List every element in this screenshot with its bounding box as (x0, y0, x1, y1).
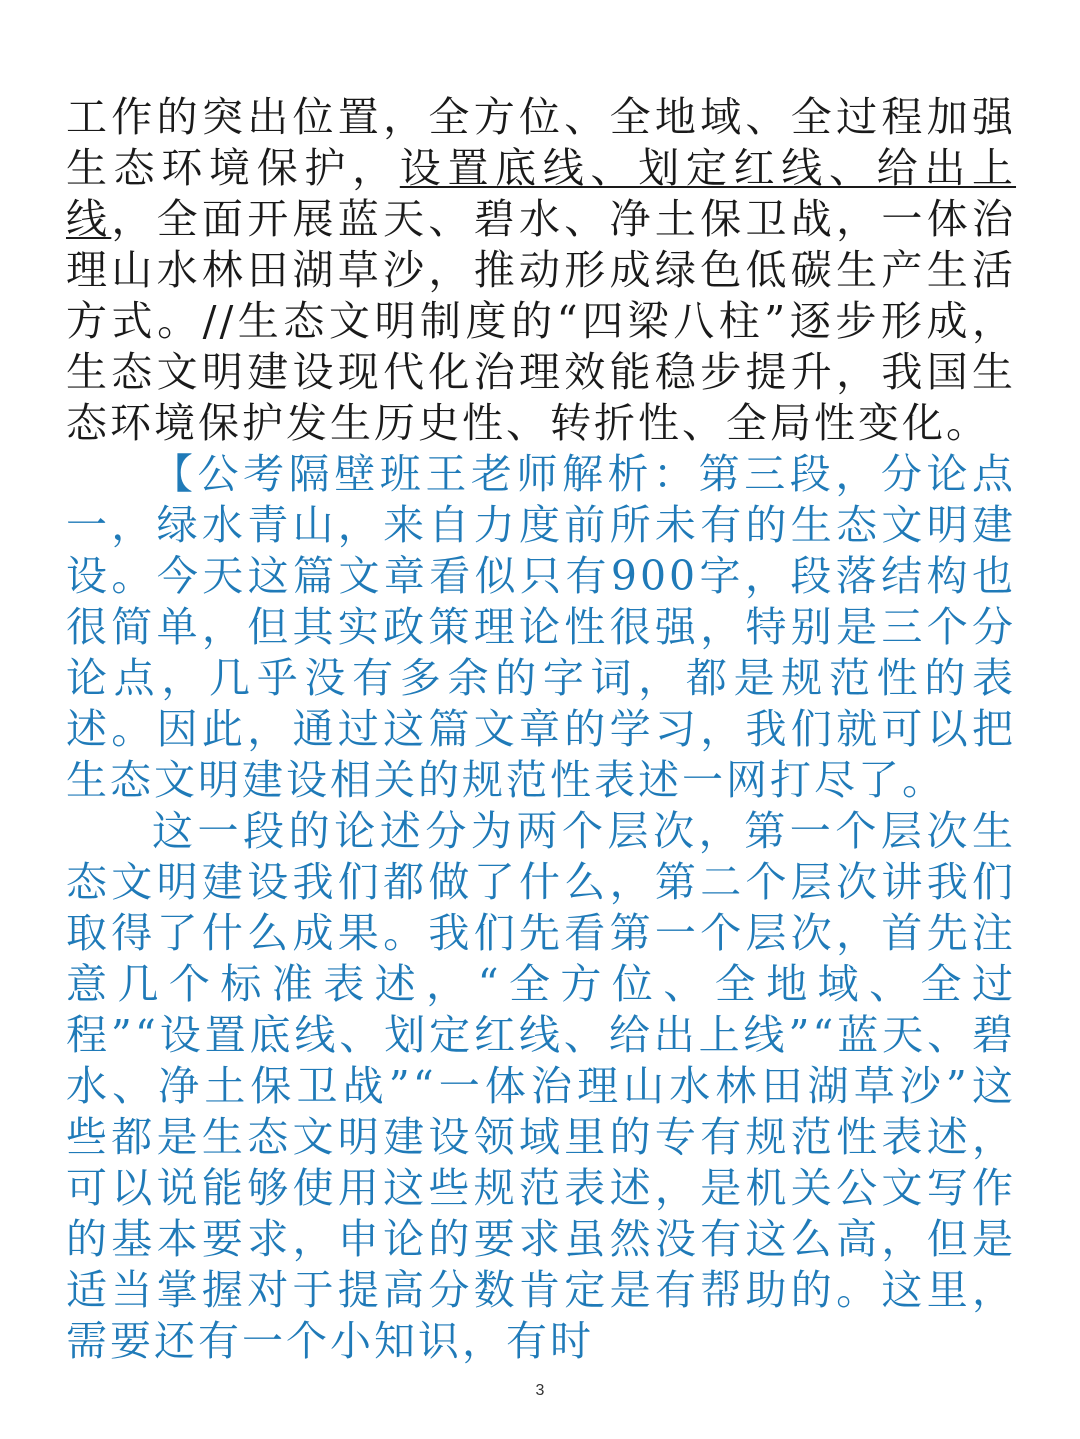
original-text-paragraph (66, 92, 1016, 449)
text-segment: 工作的突出位置，全方位、全地域、全过程加强生态环境保护， (66, 93, 1016, 192)
page-number: 3 (535, 1382, 545, 1399)
analysis-paragraph-1: 【公考隔壁班王老师解析：第三段，分论点一，绿水青山，来自力度前所未有的生态文明建设。今天这篇文章看似只有900字，段落结构也很简单，但其实政策理论性很强，特别是三个分论点，几乎没有多余的字词，都是规范性的表述。因此，通过这篇文章的学习，我们就可以把生态文明建设相关的规范性表述一网打尽了。 (66, 450, 1016, 804)
text-segment: ，全面开展蓝天、碧水、净土保卫战，一体治理山水林田湖草沙，推动形成绿色低碳生产生活方式。//生态文明制度的“四梁八柱”逐步形成，生态文明建设现代化治理效能稳步提升，我国生态环境保护发生历史性、转折性、全局性变化。 (66, 195, 1017, 447)
analysis-paragraph-2: 这一段的论述分为两个层次，第一个层次生态文明建设我们都做了什么，第二个层次讲我们取得了什么成果。我们先看第一个层次，首先注意几个标准表述，“全方位、全地域、全过程”“设置底线、划定红线、给出上线”“蓝天、碧水、净土保卫战”“一体治理山水林田湖草沙”这些都是生态文明建设领域里的专有规范性表述，可以说能够使用这些规范表述，是机关公文写作的基本要求，申论的要求虽然没有这么高，但是适当掌握对于提高分数肯定是有帮助的。这里，需要还有一个小知识，有时 (66, 807, 1016, 1365)
document-body (66, 92, 1016, 1367)
underlined-phrase: 设置底线、划定红线、给出上线 (66, 144, 1017, 243)
